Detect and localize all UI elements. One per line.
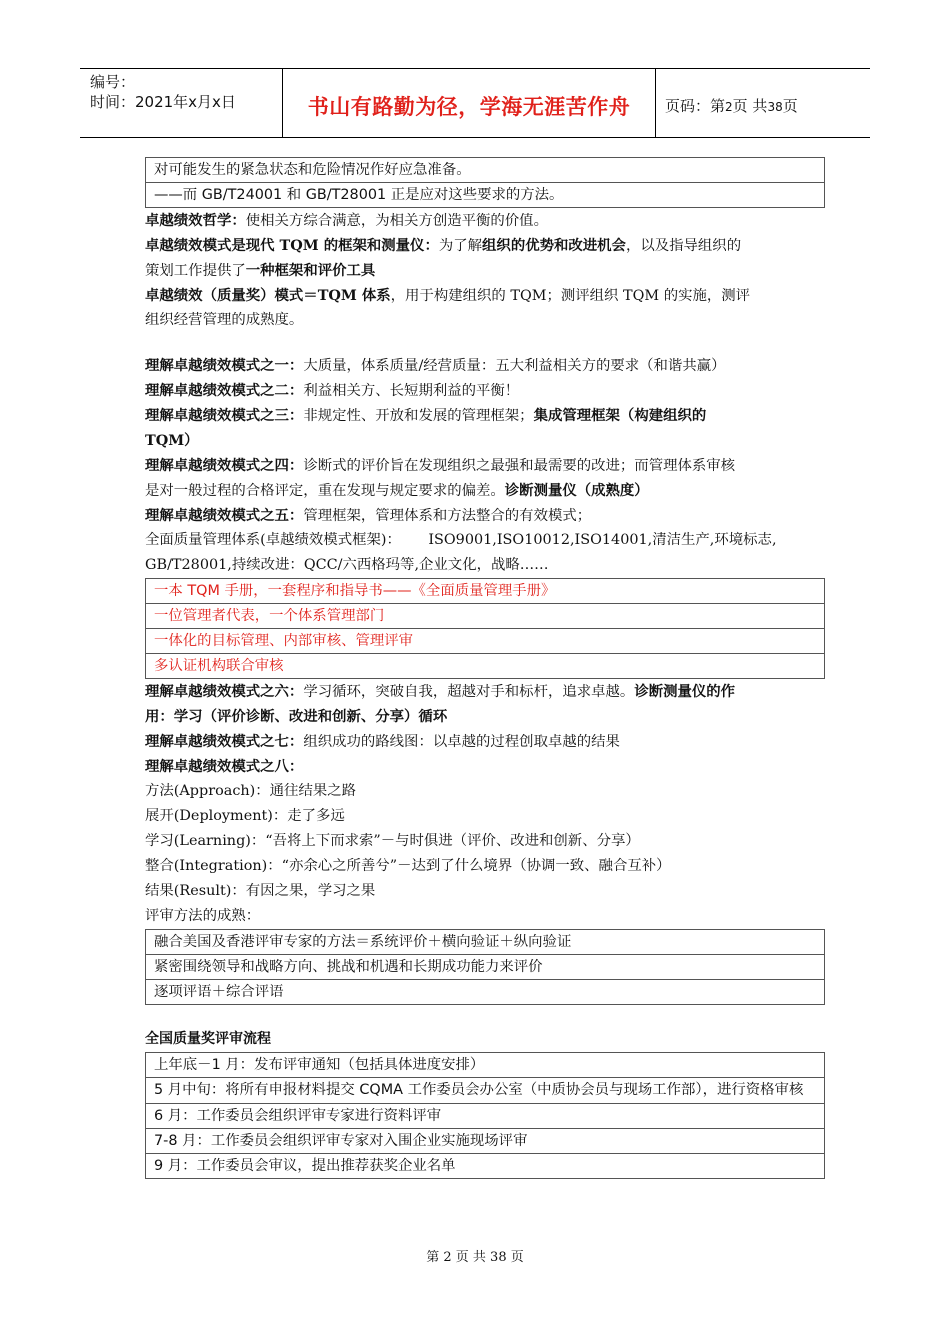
time-label: 时间：2021年x月x日 (90, 93, 236, 111)
process-row: 7-8 月：工作委员会组织评审专家对入围企业实施现场评审 (146, 1129, 825, 1154)
spacer (145, 333, 825, 353)
adlir-item: 结果(Result)：有因之果，学习之果 (145, 883, 376, 899)
adlir-item: 整合(Integration)：“亦余心之所善兮”－达到了什么境界（协调一致、融合互补） (145, 858, 671, 874)
model-point-8: 理解卓越绩效模式之八： (145, 758, 304, 775)
top-box (145, 157, 825, 208)
model-point-3-cont: TQM） (145, 432, 199, 449)
red-box-row: 一位管理者代表，一个体系管理部门 (146, 604, 825, 629)
adlir-item: 展开(Deployment)：走了多远 (145, 808, 345, 824)
adlir-item: 学习(Learning)：“吾将上下而求索”－与时俱进（评价、改进和创新、分享） (145, 833, 640, 849)
page-footer: 第 2 页 共 38 页 (426, 1250, 524, 1265)
number-label: 编号： (90, 73, 136, 91)
top-box-row: ——而 GB/T24001 和 GB/T28001 正是应对这些要求的方法。 (146, 183, 825, 208)
process-row: 6 月：工作委员会组织评审专家进行资料评审 (146, 1104, 825, 1129)
top-box-row: 对可能发生的紧急状态和危险情况作好应急准备。 (146, 158, 825, 183)
process-row: 9 月：工作委员会审议，提出推荐获奖企业名单 (146, 1154, 825, 1179)
model-point-2: 理解卓越绩效模式之二：利益相关方、长短期利益的平衡！ (145, 382, 520, 399)
model-point-5: 理解卓越绩效模式之五：管理框架，管理体系和方法整合的有效模式； (145, 507, 592, 524)
process-box (145, 1052, 825, 1179)
header-page-number: 页码：第2页 共38页 (665, 97, 798, 115)
spacer (145, 1005, 825, 1027)
red-box-row: 一体化的目标管理、内部审核、管理评审 (146, 629, 825, 654)
tqm-framework-line-1: 全面质量管理体系(卓越绩效模式框架)： ISO9001,ISO10012,ISO14001,清洁生产,环境标志, (145, 532, 777, 548)
model-point-7: 理解卓越绩效模式之七：组织成功的路线图：以卓越的过程创取卓越的结果 (145, 733, 620, 750)
process-row: 上年底－1 月：发布评审通知（包括具体进度安排） (146, 1053, 825, 1078)
tqm-framework-line-2: GB/T28001,持续改进：QCC/六西格玛等,企业文化，战略…… (145, 557, 549, 573)
model-point-6-cont: 用：学习（评价诊断、改进和创新、分享）循环 (145, 708, 448, 725)
page-header (80, 68, 870, 138)
review-box-row: 融合美国及香港评审专家的方法＝系统评价＋横向验证＋纵向验证 (146, 930, 825, 955)
process-title: 全国质量奖评审流程 (145, 1031, 271, 1047)
review-box (145, 929, 825, 1005)
header-left-cell (80, 69, 282, 137)
main-content (145, 157, 825, 1179)
model-point-4: 理解卓越绩效模式之四：诊断式的评价旨在发现组织之最强和最需要的改进；而管理体系审核 (145, 457, 736, 474)
header-right-cell (655, 69, 870, 137)
framework-line-2: 策划工作提供了一种框架和评价工具 (145, 262, 376, 279)
model-point-4-cont: 是对一般过程的合格评定，重在发现与规定要求的偏差。诊断测量仪（成熟度） (145, 482, 649, 499)
header-center-cell (282, 69, 656, 137)
framework-line-1: 卓越绩效模式是现代 TQM 的框架和测量仪：为了解组织的优势和改进机会，以及指导组织的 (145, 237, 742, 254)
review-title: 评审方法的成熟： (145, 908, 261, 924)
tqm-system-line-2: 组织经营管理的成熟度。 (145, 312, 304, 328)
red-box-row: 一本 TQM 手册，一套程序和指导书——《全面质量管理手册》 (146, 579, 825, 604)
tqm-red-box (145, 578, 825, 679)
tqm-system-line-1: 卓越绩效（质量奖）模式＝TQM 体系，用于构建组织的 TQM；测评组织 TQM 的实施，测评 (145, 287, 751, 304)
red-box-row: 多认证机构联合审核 (146, 654, 825, 679)
model-point-1: 理解卓越绩效模式之一：大质量，体系质量/经营质量：五大利益相关方的要求（和谐共赢） (145, 357, 726, 374)
model-point-6: 理解卓越绩效模式之六：学习循环，突破自我，超越对手和标杆，追求卓越。诊断测量仪的作 (145, 683, 736, 700)
motto: 书山有路勤为径，学海无涯苦作舟 (307, 95, 631, 119)
model-point-3: 理解卓越绩效模式之三：非规定性、开放和发展的管理框架；集成管理框架（构建组织的 (145, 407, 707, 424)
adlir-item: 方法(Approach)：通往结果之路 (145, 783, 357, 799)
process-row: 5 月中旬：将所有申报材料提交 CQMA 工作委员会办公室（中质协会员与现场工作部），进行资格审核 (146, 1078, 825, 1104)
review-box-row: 紧密围绕领导和战略方向、挑战和机遇和长期成功能力来评价 (146, 955, 825, 980)
review-box-row: 逐项评语＋综合评语 (146, 980, 825, 1005)
philosophy-line: 卓越绩效哲学：使相关方综合满意，为相关方创造平衡的价值。 (145, 212, 548, 229)
